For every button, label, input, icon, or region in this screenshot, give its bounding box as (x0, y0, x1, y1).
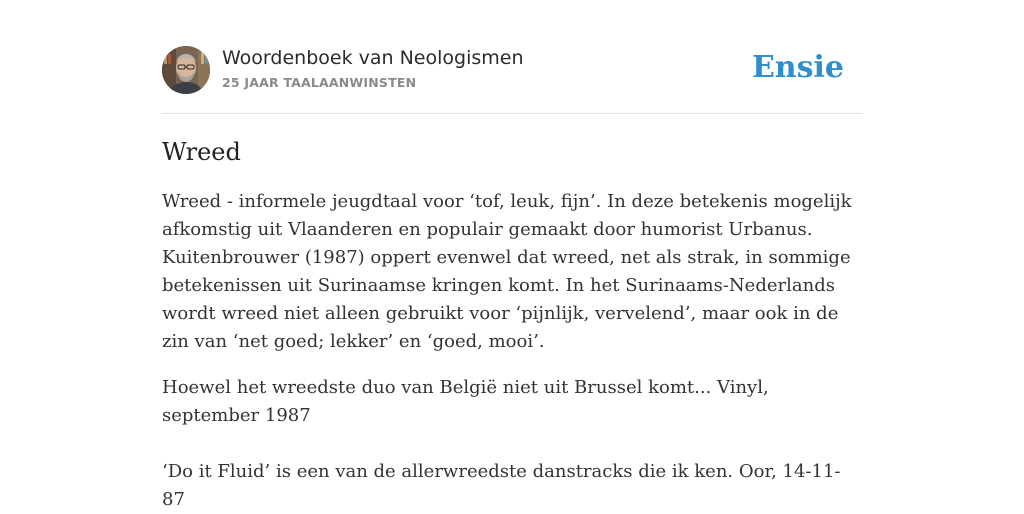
author-avatar-icon[interactable] (162, 46, 210, 94)
header-divider (162, 113, 862, 114)
site-header (162, 46, 862, 96)
entry-title: Wreed (162, 138, 241, 166)
ensie-logo-link[interactable]: Ensie (751, 50, 844, 85)
book-subtitle: 25 JAAR TAALAANWINSTEN (222, 75, 417, 90)
entry-content (162, 136, 862, 514)
entry-citation: Hoewel het wreedste duo van België niet uit Brussel komt... Vinyl, september 1987 (162, 377, 769, 426)
entry-citation: ‘Do it Fluid’ is een van de allerwreedste danstracks die ik ken. Oor, 14-11-87 (162, 461, 841, 510)
book-title[interactable]: Woordenboek van Neologismen (222, 47, 524, 69)
entry-definition: Wreed - informele jeugdtaal voor ‘tof, leuk, fijn’. In deze betekenis mogelijk afkomstig uit Vlaanderen en populair gemaakt door humorist Urbanus. Kuitenbrouwer (1987) oppert evenwel dat wreed, net als strak, in sommige betekenissen uit Surinaamse kringen komt. In het Surinaams-Nederlands wordt wreed niet alleen gebruikt voor ‘pijnlijk, vervelend’, maar ook in de zin van ‘net goed; lekker’ en ‘goed, mooi’. (162, 191, 852, 352)
